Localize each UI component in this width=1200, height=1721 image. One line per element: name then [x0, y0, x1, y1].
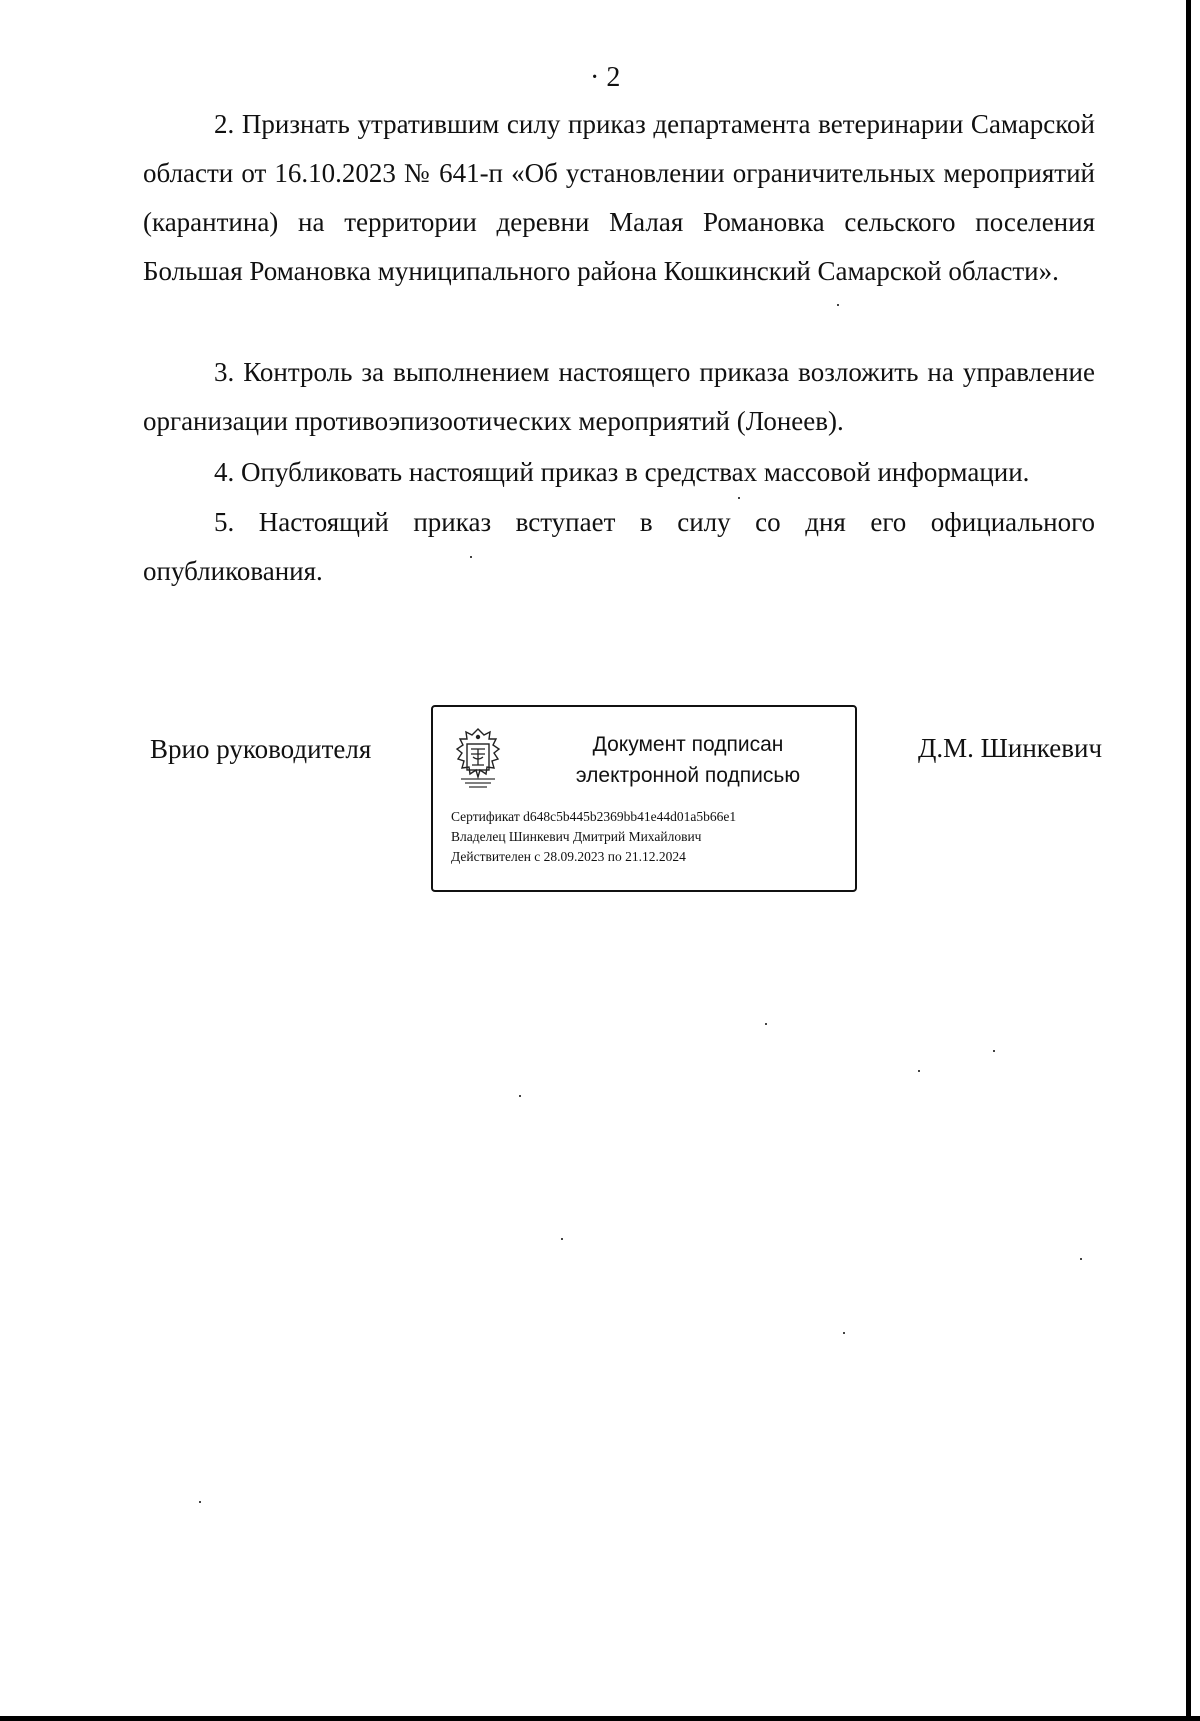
scan-speck: [738, 497, 740, 499]
scan-speck: [1080, 1258, 1082, 1260]
signer-position: Врио руководителя: [150, 734, 372, 764]
page-border-bottom: [0, 1716, 1200, 1721]
stamp-details: [451, 807, 736, 867]
scan-speck: [765, 1023, 767, 1025]
scan-speck: [519, 1095, 521, 1097]
scan-speck: [837, 304, 839, 306]
scan-speck: [993, 1050, 995, 1052]
stamp-title-line-1: Документ подписан: [592, 733, 784, 756]
stamp-title: [523, 729, 853, 791]
scan-speck: [918, 1070, 920, 1072]
scan-speck: [470, 556, 472, 558]
scan-speck: [561, 1238, 563, 1240]
electronic-signature-stamp: [431, 705, 857, 892]
stamp-title-line-2: электронной подписью: [575, 764, 801, 787]
stamp-owner: Владелец Шинкевич Дмитрий Михайлович: [451, 829, 702, 844]
page-border-right: [1186, 0, 1191, 1721]
coat-of-arms-icon: [451, 727, 505, 789]
scan-speck: [843, 1332, 845, 1334]
page-number: · 2: [590, 62, 621, 93]
paragraph-5: 5. Настоящий приказ вступает в силу со дня его официального опубликования.: [143, 507, 1095, 586]
paragraph-4: 4. Опубликовать настоящий приказ в средствах массовой информации.: [214, 457, 1030, 487]
signer-name: Д.М. Шинкевич: [918, 733, 1103, 763]
scan-speck: [199, 1501, 201, 1503]
paragraph-2: 2. Признать утратившим силу приказ департамента ветеринарии Самарской области от 16.10.2023 № 641-п «Об установлении ограничительных мероприятий (карантина) на территории деревни Малая Романовка сельского поселения Большая Романовка муниципального района Кошкинский Самарской области».: [143, 109, 1095, 286]
stamp-validity: Действителен с 28.09.2023 по 21.12.2024: [451, 849, 686, 864]
paragraph-3: 3. Контроль за выполнением настоящего приказа возложить на управление организации противоэпизоотических мероприятий (Лонеев).: [143, 357, 1095, 436]
stamp-certificate: Сертификат d648c5b445b2369bb41e44d01a5b66e1: [451, 809, 737, 824]
